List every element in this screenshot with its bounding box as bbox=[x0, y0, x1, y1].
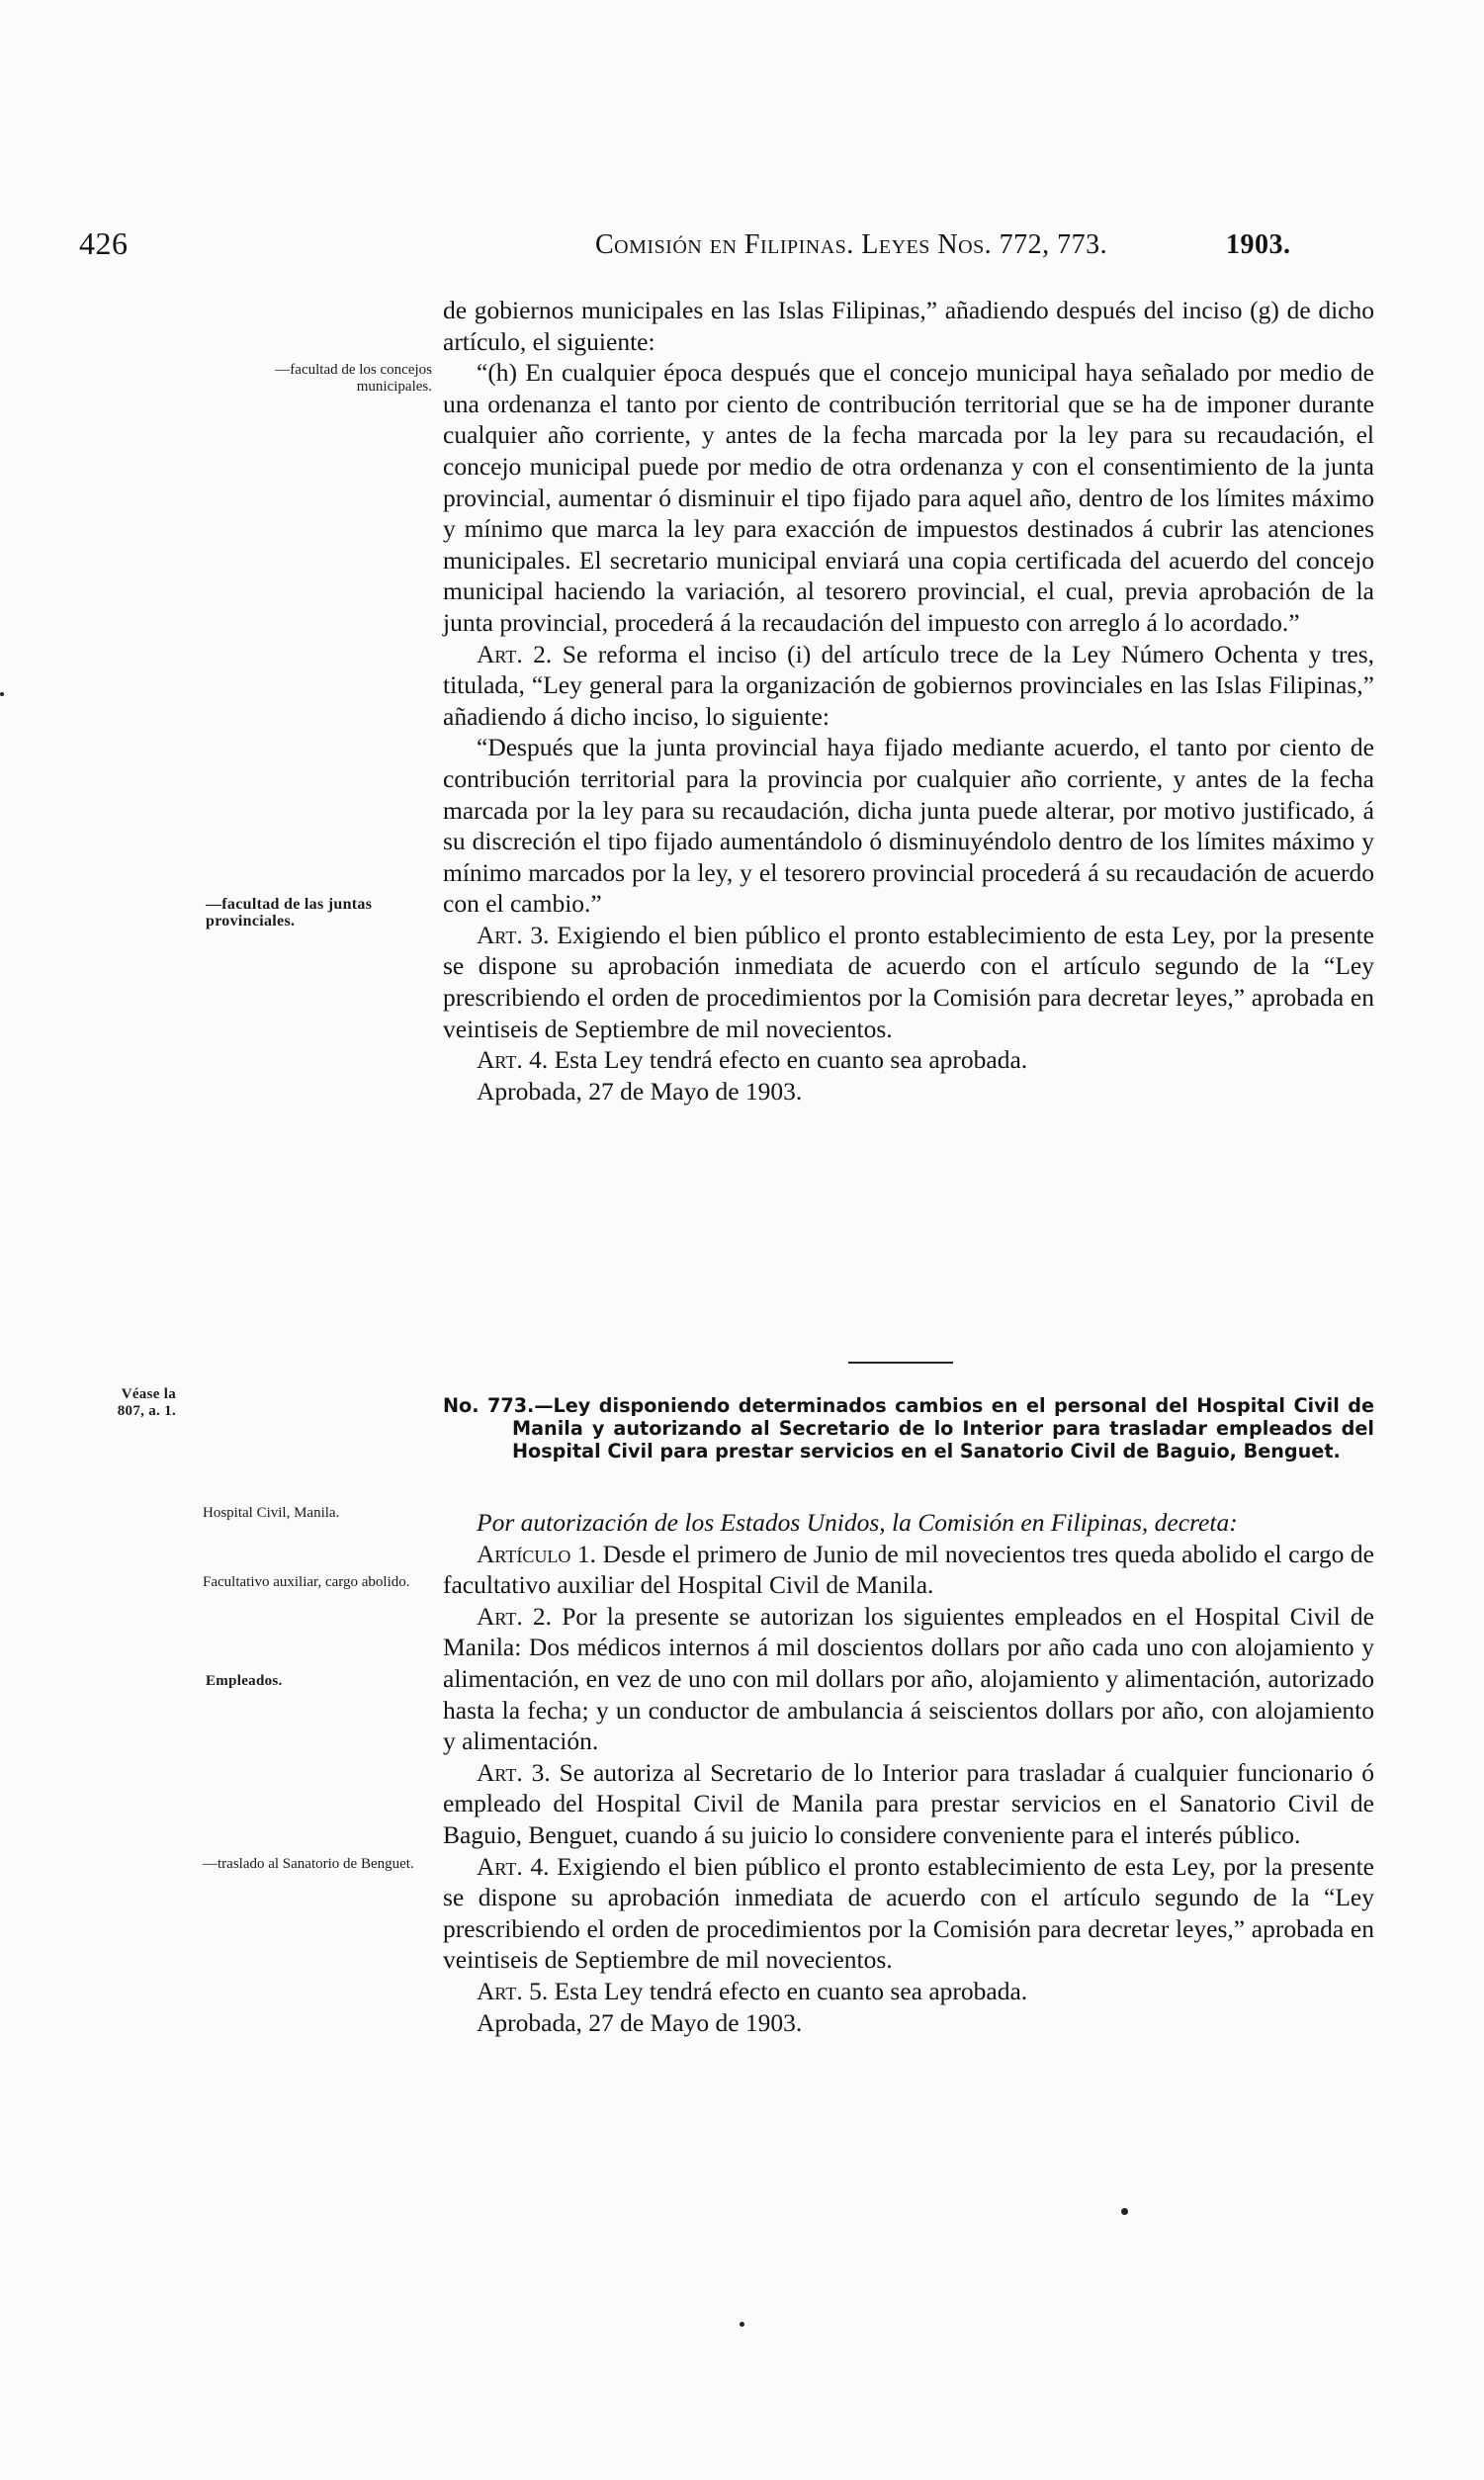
law-772-approved: Aprobada, 27 de Mayo de 1903. bbox=[477, 1076, 803, 1106]
law-772-article-3 bbox=[443, 920, 1374, 1044]
page-number: 426 bbox=[79, 225, 129, 261]
article-text: Esta Ley tendrá efecto en cuanto sea aprobada. bbox=[548, 1976, 1028, 2005]
law-773-article-1 bbox=[443, 1539, 1374, 1601]
article-text: Por la presente se autorizan los siguientes empleados en el Hospital Civil de Manila: Dos médicos internos á mil doscientos dollars por año cada uno con alojamiento y alimentación, en vez de uno con mil dollars por año, alojamiento y alimentación, autorizado hasta la fecha; y un conductor de ambulancia á seiscientos dollars por año, con alojamiento y alimentación. bbox=[443, 1601, 1374, 1756]
article-label: Art. 4. bbox=[477, 1045, 549, 1075]
law-773-heading-text: No. 773.—Ley disponiendo determinados cambios en el personal del Hospital Civil de Manila y autorizando al Secretario de lo Interior para trasladar empleados del Hospital Civil para prestar servicios en el Sanatorio Civil de Baguio, Benguet. bbox=[443, 1394, 1374, 1462]
law-773-article-5 bbox=[443, 1976, 1374, 2007]
header-year: 1903. bbox=[1226, 229, 1291, 260]
law-772-paragraph-1: de gobiernos municipales en las Islas Filipinas,” añadiendo después del inciso (g) de dicho artículo, el siguiente: bbox=[443, 296, 1374, 356]
speck bbox=[0, 692, 4, 696]
article-text: Esta Ley tendrá efecto en cuanto sea aprobada. bbox=[548, 1045, 1028, 1075]
article-text: Exigiendo el bien público el pronto establecimiento de esta Ley, por la presente se dispone su aprobación inmediata de acuerdo con el artículo segundo de la “Ley prescribiendo el orden de procedimientos por la Comisión para decretar leyes,” aprobada en veintiseis de Septiembre de mil novecientos. bbox=[443, 1851, 1374, 1975]
margin-note-vease-line2: 807, a. 1. bbox=[117, 1403, 176, 1419]
law-772-article-2 bbox=[443, 639, 1374, 733]
law-773-heading bbox=[443, 1394, 1374, 1462]
margin-note-concejos: —facultad de los concejos municipales. bbox=[275, 362, 432, 395]
page-header bbox=[79, 225, 1305, 265]
article-label: Art. 2. bbox=[477, 1601, 553, 1631]
margin-note-vease-line1: Véase la bbox=[121, 1386, 176, 1402]
article-label: Art. 2. bbox=[477, 639, 553, 668]
law-772-article-4 bbox=[443, 1044, 1374, 1076]
margin-note-hospital: Hospital Civil, Manila. bbox=[203, 1505, 340, 1521]
law-773-article-3 bbox=[443, 1757, 1374, 1851]
article-label: Art. 5. bbox=[477, 1976, 549, 2005]
article-text: Exigiendo el bien público el pronto establecimiento de esta Ley, por la presente se dispone su aprobación inmediata de acuerdo con el artículo segundo de la “Ley prescribiendo el orden de procedimientos por la Comisión para decretar leyes,” aprobada en veintiseis de Septiembre de mil novecientos. bbox=[443, 920, 1374, 1043]
speck bbox=[1121, 2208, 1128, 2215]
margin-note-empleados: Empleados. bbox=[206, 1673, 283, 1689]
article-text: Se autoriza al Secretario de lo Interior para trasladar á cualquier funcionario ó empleado del Hospital Civil de Manila para prestar servicios en el Sanatorio Civil de Baguio, Benguet, cuando á su juicio lo considere conveniente para el interés público. bbox=[443, 1757, 1374, 1849]
law-773-article-2 bbox=[443, 1601, 1374, 1757]
article-label: Art. 3. bbox=[477, 1757, 551, 1787]
margin-note-traslado: —traslado al Sanatorio de Benguet. bbox=[203, 1856, 414, 1872]
law-773-text bbox=[443, 1507, 1374, 2038]
section-divider bbox=[848, 1362, 953, 1364]
law-773-enacting-clause: Por autorización de los Estados Unidos, la Comisión en Filipinas, decreta: bbox=[477, 1508, 1238, 1537]
law-772-text bbox=[443, 295, 1374, 1107]
article-text: Desde el primero de Junio de mil novecientos tres queda abolido el cargo de facultativo auxiliar del Hospital Civil de Manila. bbox=[443, 1539, 1374, 1600]
article-label: Artículo 1. bbox=[477, 1539, 597, 1568]
article-label: Art. 3. bbox=[477, 920, 550, 949]
law-772-quote: “Después que la junta provincial haya fijado mediante acuerdo, el tanto por ciento de contribución territorial para la provincia por cualquier año corriente, y antes de la fecha marcada por la ley para su recaudación, dicha junta puede alterar, por motivo justificado, á su discreción el tipo fijado aumentándolo ó disminuyéndolo dentro de los límites máximo y mínimo marcados por la ley, y el tesorero provincial procederá á su recaudación de acuerdo con el cambio.” bbox=[443, 733, 1374, 919]
running-title: Comisión en Filipinas. Leyes Nos. 772, 773. bbox=[595, 229, 1108, 260]
article-text: Se reforma el inciso (i) del artículo trece de la Ley Número Ochenta y tres, titulada, “Ley general para la organización de gobiernos provinciales en las Islas Filipinas,” añadiendo á dicho inciso, lo siguiente: bbox=[443, 639, 1375, 731]
law-773-approved: Aprobada, 27 de Mayo de 1903. bbox=[477, 2007, 803, 2037]
margin-note-juntas: —facultad de las juntas provinciales. bbox=[206, 896, 373, 930]
law-773-article-4 bbox=[443, 1851, 1374, 1976]
law-772-paragraph-h: “(h) En cualquier época después que el concejo municipal haya señalado por medio de una ordenanza el tanto por ciento de contribución territorial que se ha de imponer durante cualquier año corriente, y antes de la fecha marcada por la ley para su recaudación, el concejo municipal puede por medio de otra ordenanza y con el consentimiento de la junta provincial, aumentar ó disminuir el tipo fijado para aquel año, dentro de los límites máximo y mínimo que marca la ley para exacción de impuestos destinados á cubrir las atenciones municipales. El secretario municipal enviará una copia certificada del acuerdo del concejo municipal haciendo la variación, al tesorero provincial, el cual, previa aprobación de la junta provincial, procederá á la recaudación del impuesto con arreglo á lo acordado.” bbox=[443, 358, 1374, 637]
margin-note-facultativo: Facultativo auxiliar, cargo abolido. bbox=[203, 1574, 410, 1590]
margin-note-vease bbox=[59, 1386, 176, 1420]
article-label: Art. 4. bbox=[477, 1851, 550, 1881]
speck bbox=[740, 2322, 744, 2327]
